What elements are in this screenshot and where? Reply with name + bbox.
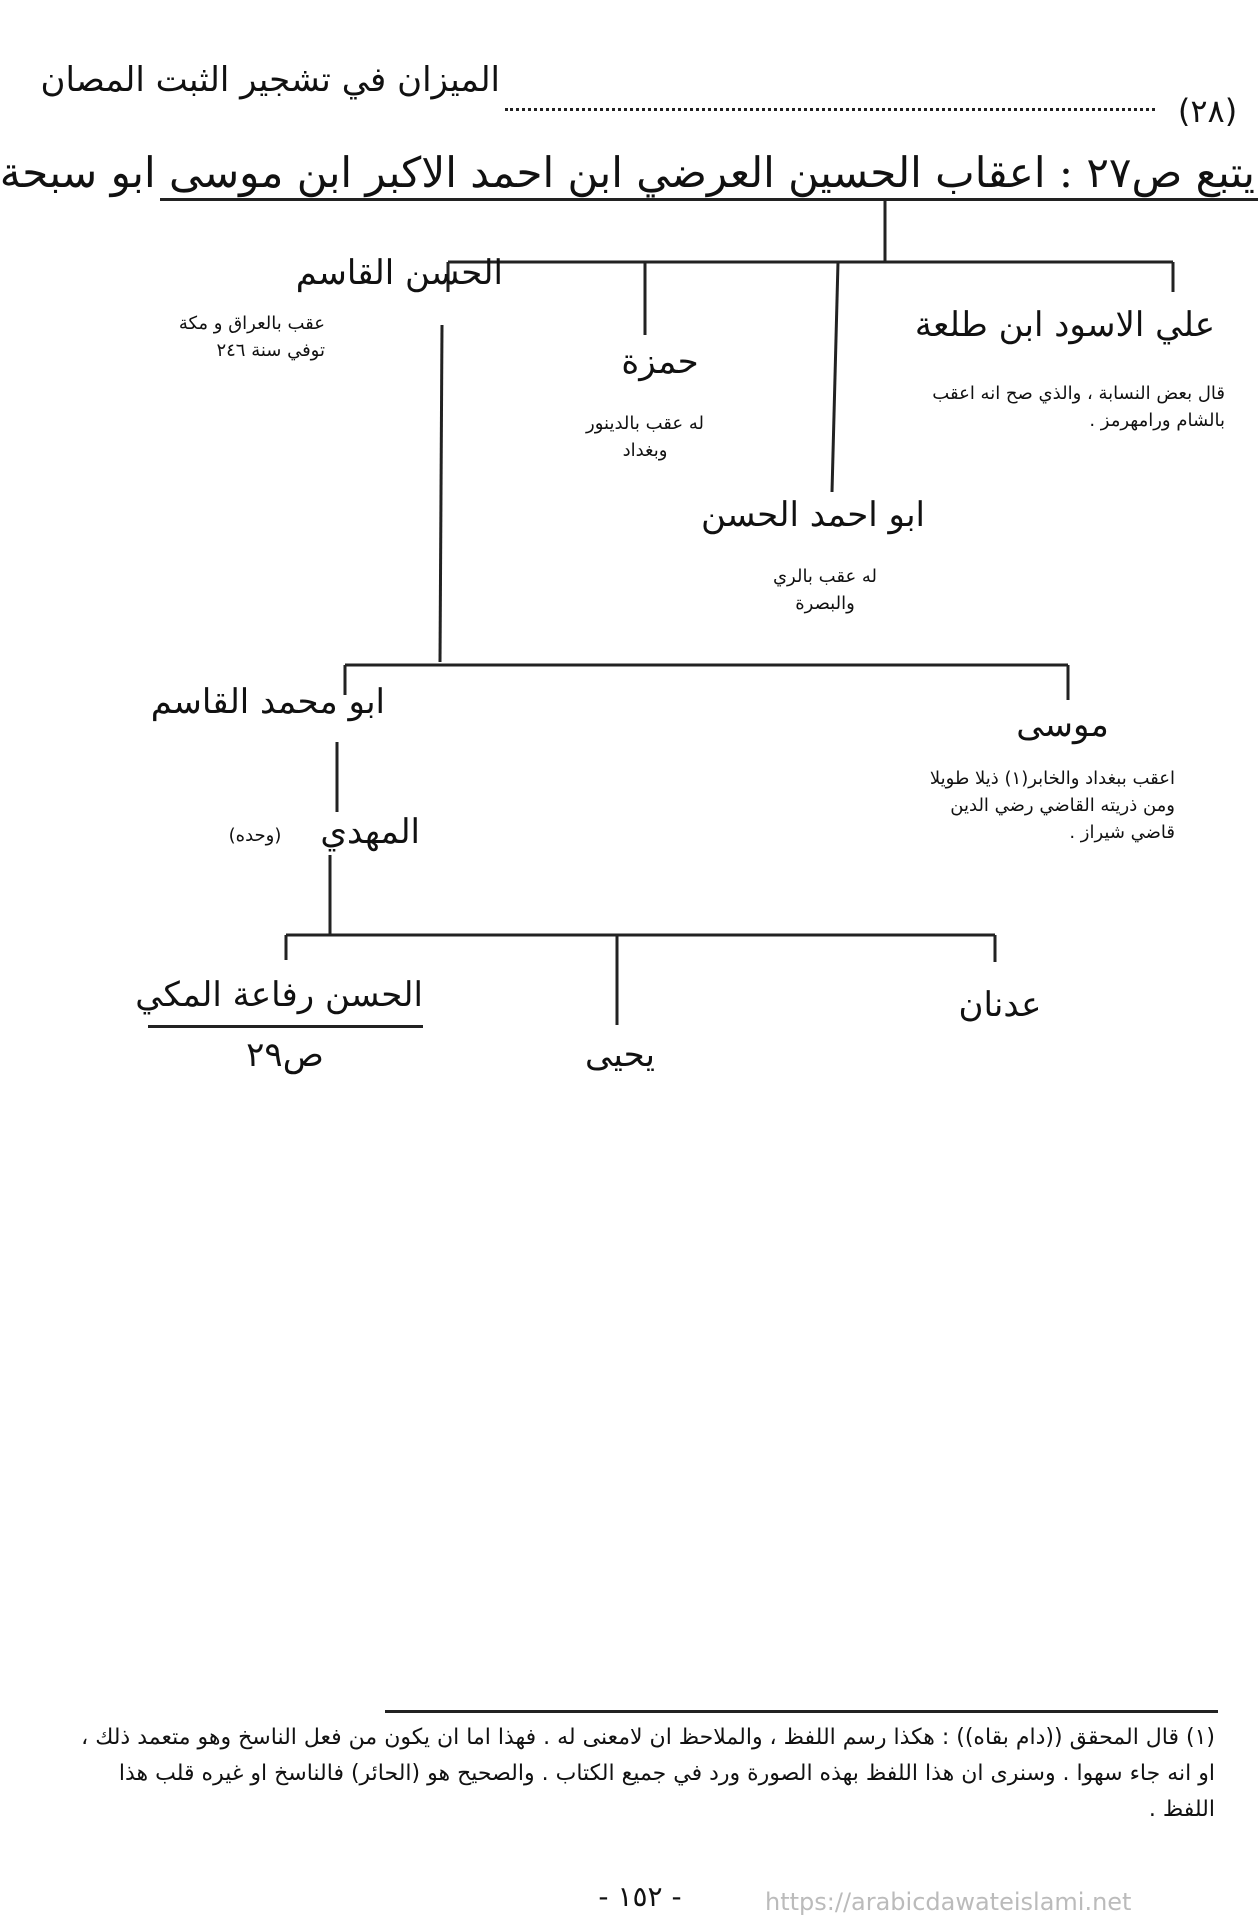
tree-node-hasan-qasim: الحسن القاسم: [295, 253, 503, 293]
footnote: (١) قال المحقق ((دام بقاه)) : هكذا رسم اللفظ ، والملاحظ ان لامعنى له . فهذا اما ان يكون من فعل الناسخ وهو متعمد ذلك ، او انه جاء سهوا . وسنرى ان هذا اللفظ بهذه الصورة ورد في جميع الكتاب . والصحيح هو (الحائر) فالناسخ او غيره قلب هذا اللفظ .: [81, 1725, 1215, 1822]
tree-node-hasan-rifaa: الحسن رفاعة المكي: [135, 975, 423, 1015]
tree-note-mahdi: (وحده): [228, 825, 282, 846]
tree-note-hasan-qasim: عقب بالعراق و مكة توفي سنة ٢٤٦: [178, 313, 325, 361]
watermark: https://arabicdawateislami.net: [765, 1888, 1132, 1916]
tree-node-abu-ahmad: ابو احمد الحسن: [700, 495, 925, 535]
tree-ref-page-29: ص٢٩: [246, 1035, 324, 1075]
book-title: الميزان في تشجير الثبت المصان: [40, 60, 500, 100]
tree-note-musa: اعقب ببغداد والخابر(١) ذيلا طويلا ومن ذريته القاضي رضي الدين قاضي شيراز .: [929, 768, 1175, 843]
footnote-separator: [385, 1710, 1218, 1713]
tree-note-abu-ahmad: له عقب بالري والبصرة: [772, 566, 878, 614]
page-number: (٢٨): [1177, 92, 1238, 130]
tree-node-ali: علي الاسود ابن طلعة: [914, 305, 1215, 345]
hasan-rifaa-underline: [148, 1025, 423, 1028]
tree-node-yahya: يحيى: [584, 1035, 655, 1075]
tree-node-abu-muhammad: ابو محمد القاسم: [150, 682, 385, 722]
page-footer-number: - ١٥٢ -: [598, 1880, 682, 1913]
tree-node-adnan: عدنان: [958, 985, 1042, 1025]
tree-node-musa: موسى: [1016, 705, 1109, 745]
tree-node-mahdi: المهدي: [320, 812, 420, 852]
page-title: يتبع ص٢٧ : اعقاب الحسين العرضي ابن احمد الاكبر ابن موسى ابو سبحة: [0, 148, 1255, 197]
tree-note-ali: قال بعض النسابة ، والذي صح انه اعقب بالشام ورامهرمز .: [932, 383, 1225, 431]
tree-node-hamza: حمزة: [621, 342, 699, 382]
tree-note-hamza: له عقب بالدينور وبغداد: [586, 413, 704, 461]
